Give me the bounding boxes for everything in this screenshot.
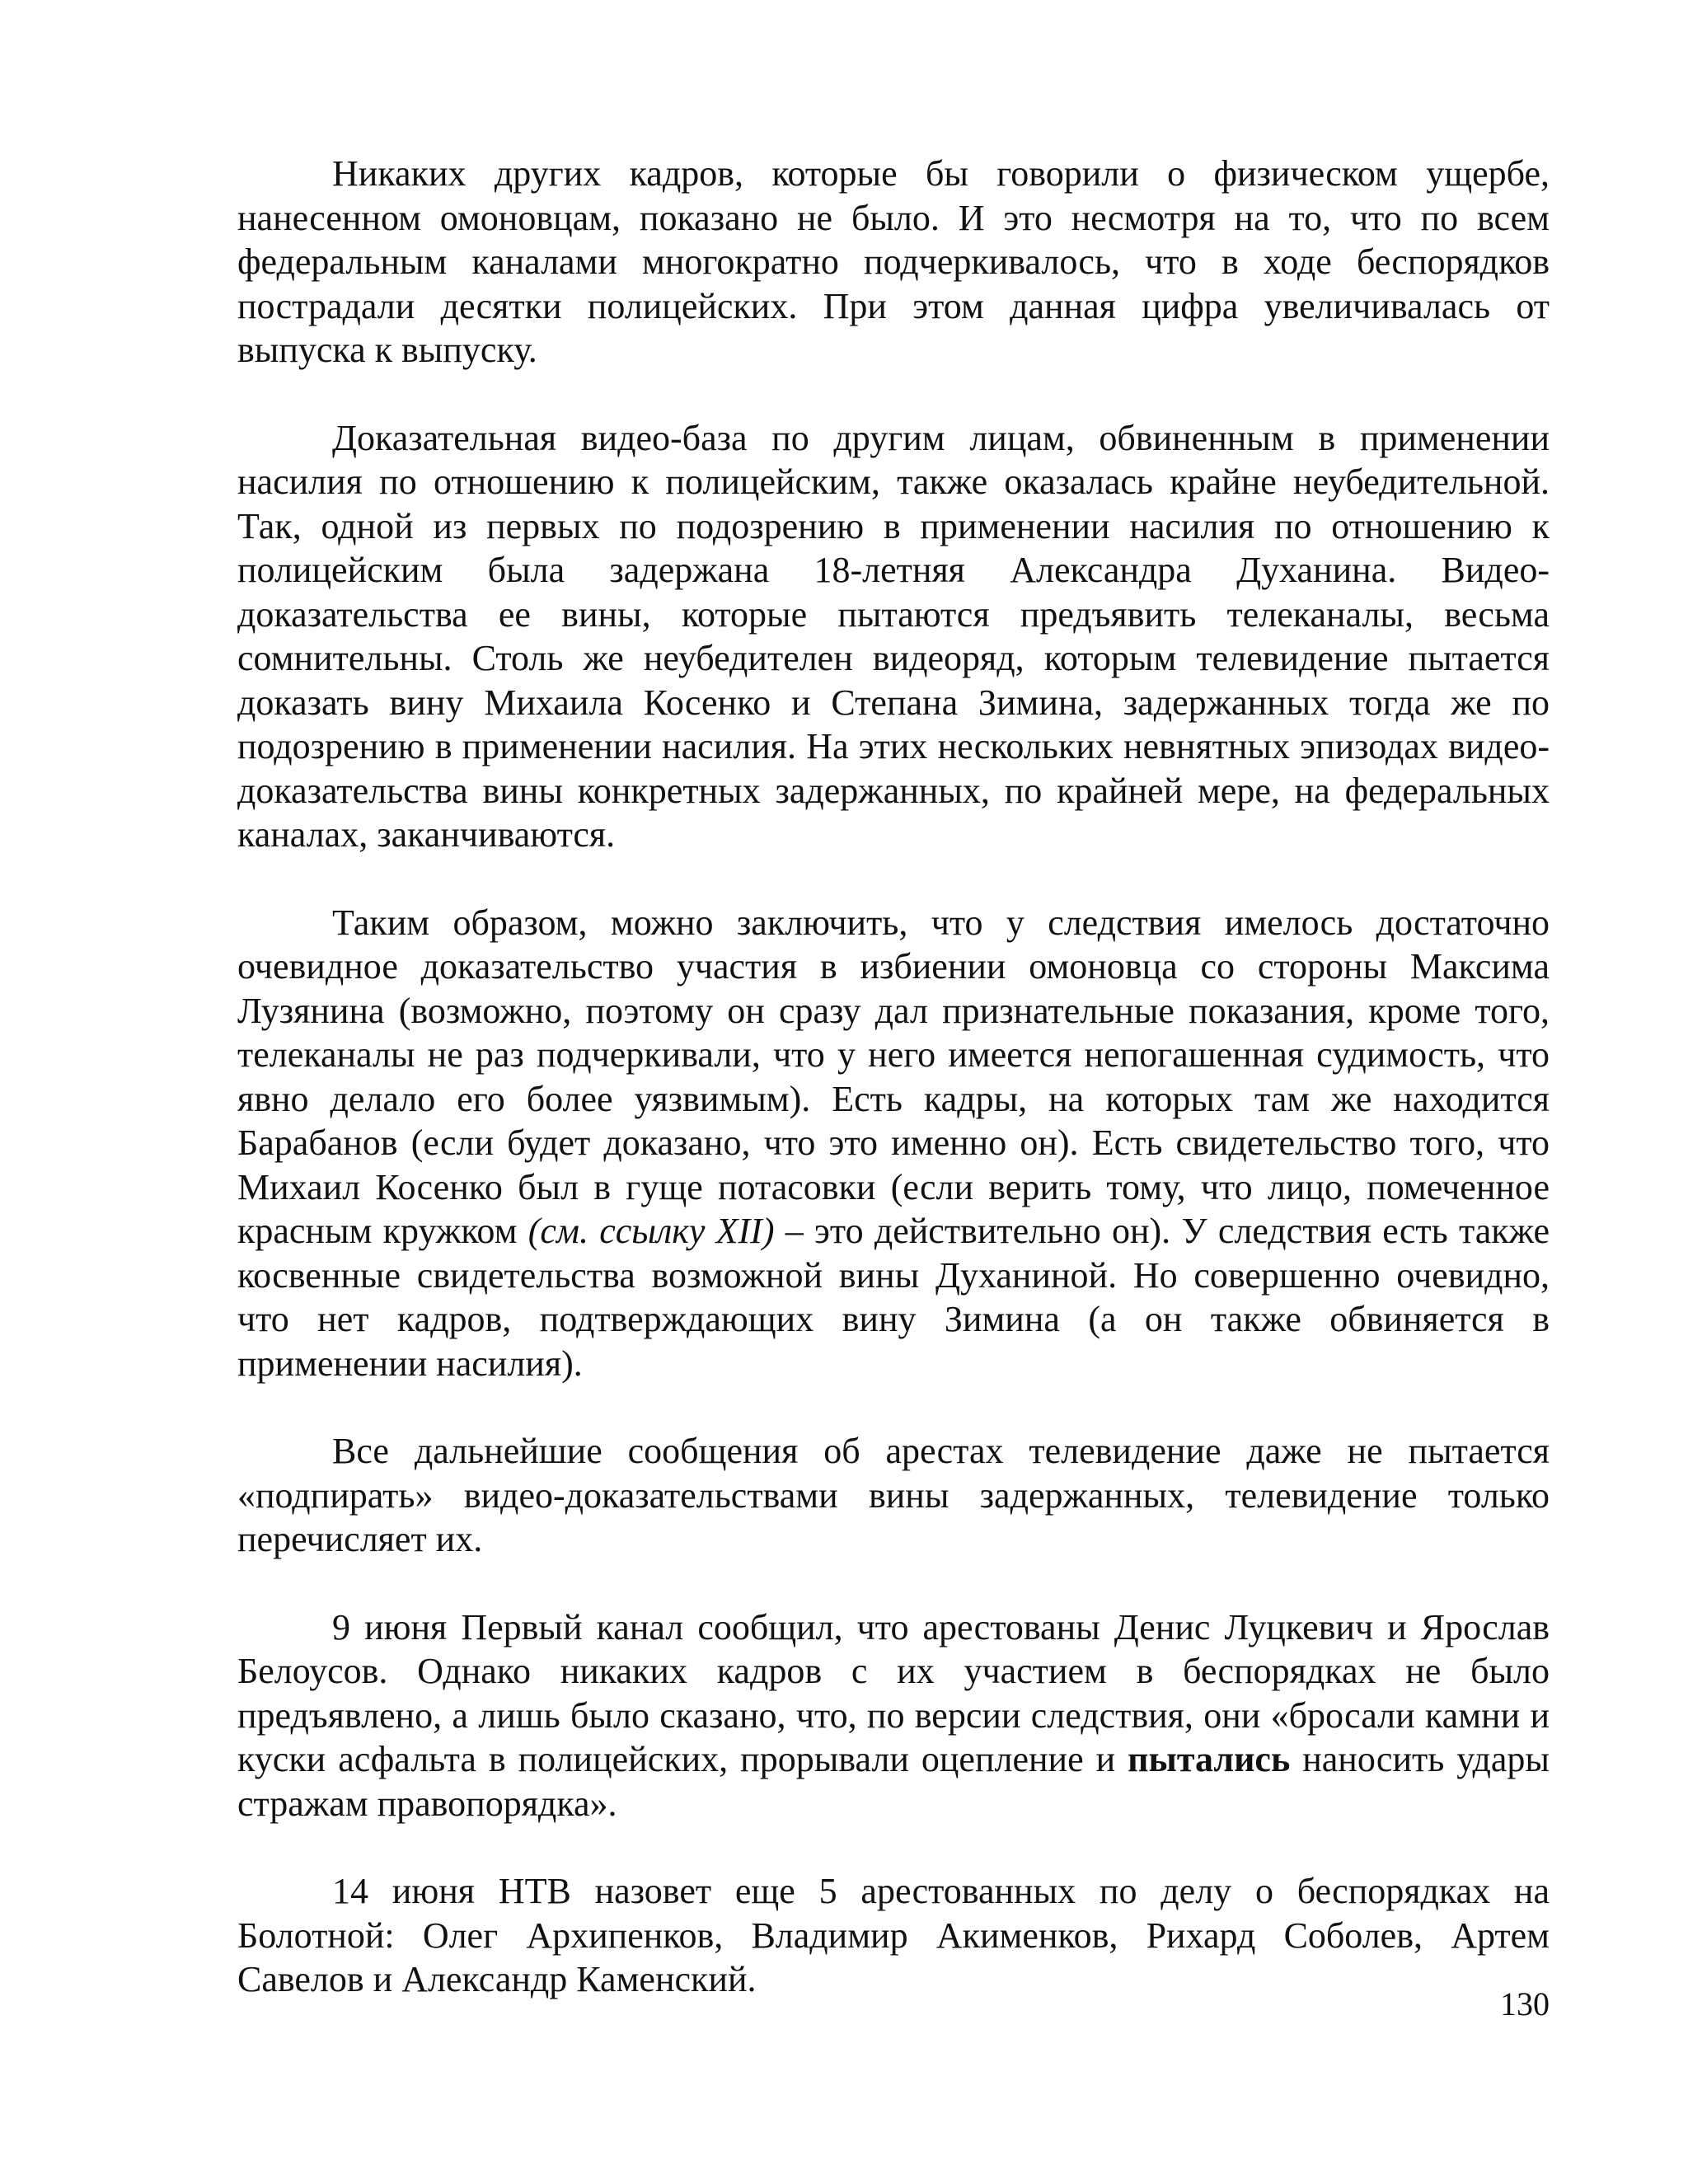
paragraph-5-bold-word: пытались <box>1128 1739 1291 1779</box>
paragraph-5-text-after: наносить удары стражам правопорядка». <box>237 1739 1550 1824</box>
paragraph-3-text-after: – это действительно он). У следствия есть также косвенные свидетельства возможной вины Духаниной. Но совершенно очевидно, что нет кадров, подтверждающих вину Зимина (а он также обвиняется в применении насилия). <box>237 1211 1550 1384</box>
paragraph-3-reference: (см. ссылку XII) <box>528 1211 775 1251</box>
paragraph-3-text-before: Таким образом, можно заключить, что у следствия имелось достаточно очевидное доказательство участия в избиении омоновца со стороны Максима Лузянина (возможно, поэтому он сразу дал признательные показания, кроме того, телеканалы не раз подчеркивали, что у него имеется непогашенная судимость, что явно делало его более уязвимым). Есть кадры, на которых там же находится Барабанов (если будет доказано, что это именно он). Есть свидетельство того, что Михаил Косенко был в гуще потасовки (если верить тому, что лицо, помеченное красным кружком <box>237 902 1550 1251</box>
paragraph-4: Все дальнейшие сообщения об арестах телевидение даже не пытается «подпирать» видео-доказательствами вины задержанных, телевидение только перечисляет их. <box>237 1431 1550 1559</box>
page-body <box>237 152 1550 2002</box>
paragraph-6: 14 июня НТВ назовет еще 5 арестованных по делу о беспорядках на Болотной: Олег Архипенков, Владимир Акименков, Рихард Соболев, Артем Савелов и Александр Каменский. <box>237 1871 1550 1999</box>
paragraph-3 <box>237 901 1550 1386</box>
paragraph-1: Никаких других кадров, которые бы говорили о физическом ущербе, нанесенном омоновцам, показано не было. И это несмотря на то, что по всем федеральным каналами многократно подчеркивалось, что в ходе беспорядков пострадали десятки полицейских. При этом данная цифра увеличивалась от выпуска к выпуску. <box>237 153 1550 370</box>
page-number: 130 <box>1500 1985 1550 2022</box>
paragraph-5-text-before: 9 июня Первый канал сообщил, что арестованы Денис Луцкевич и Ярослав Белоусов. Однако никаких кадров с их участием в беспорядках не было предъявлено, а лишь было сказано, что, по версии следствия, они «бросали камни и куски асфальта в полицейских, прорывали оцепление и <box>237 1606 1550 1779</box>
paragraph-2: Доказательная видео-база по другим лицам, обвиненным в применении насилия по отношению к полицейским, также оказалась крайне неубедительной. Так, одной из первых по подозрению в применении насилия по отношению к полицейским была задержана 18-летняя Александра Духанина. Видео-доказательства ее вины, которые пытаются предъявить телеканалы, весьма сомнительны. Столь же неубедителен видеоряд, которым телевидение пытается доказать вину Михаила Косенко и Степана Зимина, задержанных тогда же по подозрению в применении насилия. На этих нескольких невнятных эпизодах видео-доказательства вины конкретных задержанных, по крайней мере, на федеральных каналах, заканчиваются. <box>237 417 1550 855</box>
paragraph-5 <box>237 1605 1550 1826</box>
